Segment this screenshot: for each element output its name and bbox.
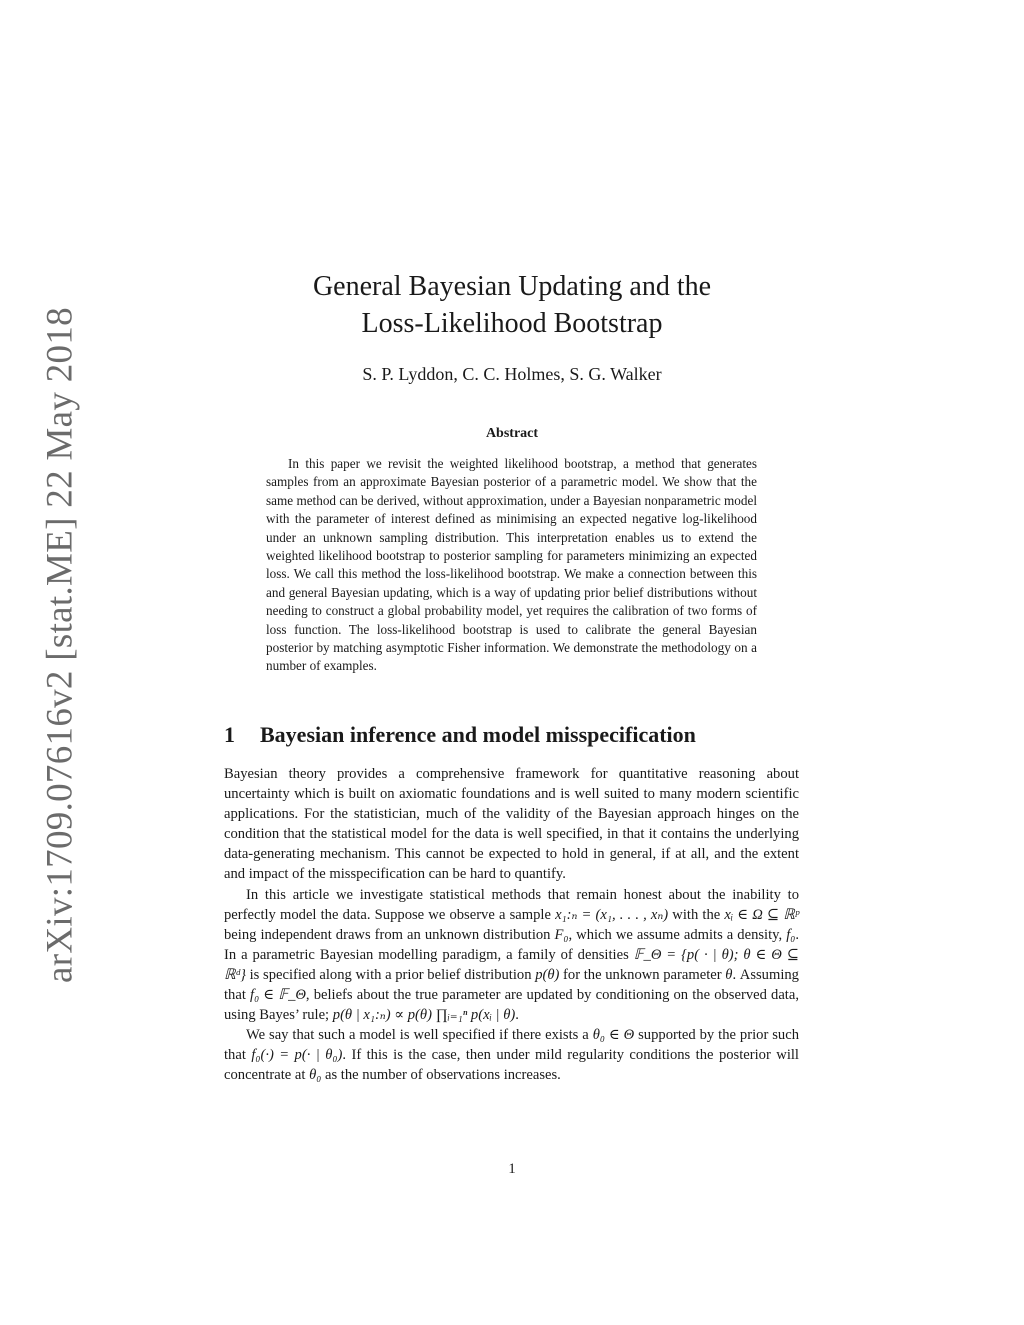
- text-span: . Assuming that: [224, 966, 799, 1004]
- paper-title: [0, 268, 1024, 342]
- paragraph-1: Bayesian theory provides a comprehensive framework for quantitative reasoning about uncertainty which is built on axiomatic foundations and is well suited to many modern scientific applications. For the statistician, much of the validity of the Bayesian approach hinges on the condition that the statistical model for the data is well specified, in that it contains the underlying data-generating mechanism. This cannot be expected to hold in general, if at all, and the extent and impact of the misspecification can be hard to quantify.: [224, 766, 799, 883]
- abstract-text: In this paper we revisit the weighted likelihood bootstrap, a method that generates samples from an approximate Bayesian posterior of a parametric model. We show that the same method can be derived, without approximation, under a Bayesian nonparametric model with the parameter of interest defined as minimising an expected negative log-likelihood under an unknown sampling distribution. This interpretation enables us to extend the weighted likelihood bootstrap to posterior sampling for parameters minimizing an expected loss. We call this method the loss-likelihood bootstrap. We make a connection between this and general Bayesian updating, which is a way of updating prior belief distributions without needing to construct a global probability model, yet requires the calibration of two forms of loss function. The loss-likelihood bootstrap is used to calibrate the general Bayesian posterior by matching asymptotic Fisher information. We demonstrate the methodology on a number of examples.: [266, 456, 757, 674]
- math-sample: x₁:ₙ = (x₁, . . . , xₙ): [555, 906, 669, 923]
- paragraph-3: [224, 1025, 799, 1085]
- text-span: for the unknown parameter: [559, 966, 726, 983]
- math-bayes-rule: p(θ | x₁:ₙ) ∝ p(θ) ∏ᵢ₌₁ⁿ p(xᵢ | θ): [332, 1007, 516, 1024]
- math-draws: xᵢ ∈ Ω ⊆ ℝᵖ: [724, 906, 799, 923]
- text-span: .: [515, 1007, 519, 1024]
- text-span: with the: [668, 906, 725, 923]
- author-list: S. P. Lyddon, C. C. Holmes, S. G. Walker: [362, 364, 662, 384]
- text-span: , beliefs about the true parameter are updated by conditioning on the observed data, using Bayes’ rule;: [224, 987, 799, 1024]
- math-theta: θ: [725, 966, 733, 983]
- section-title: Bayesian inference and model misspecification: [260, 722, 696, 747]
- text-span: In this article we investigate statistical methods that remain honest about the inability to perfectly model the data. Suppose we observe a sample: [224, 886, 799, 923]
- paragraph-2: [224, 885, 799, 1026]
- text-span: We say that such a model is well specified if there exists a: [246, 1027, 593, 1044]
- math-membership: f₀ ∈ 𝔽_Θ: [250, 987, 306, 1004]
- text-span: is specified along with a prior belief distribution: [245, 966, 536, 983]
- section-number: 1: [224, 722, 235, 747]
- text-span: as the number of observations increases.: [321, 1067, 561, 1084]
- math-theta0: θ₀ ∈ Θ: [592, 1027, 635, 1044]
- text-span: . If this is the case, then under mild regularity conditions the posterior will concentrate at: [224, 1047, 799, 1084]
- text-span: , which we assume admits a density,: [568, 926, 787, 943]
- math-density: f₀: [786, 926, 796, 943]
- math-distribution: F₀: [554, 926, 569, 943]
- text-span: . In a parametric Bayesian modelling paradigm, a family of densities: [224, 926, 799, 963]
- arxiv-identifier-stamp: arXiv:1709.07616v2 [stat.ME] 22 May 2018: [39, 307, 81, 983]
- paper-title-line-2: Loss-Likelihood Bootstrap: [361, 308, 663, 339]
- text-span: supported by the prior such that: [224, 1027, 799, 1064]
- paper-title-line-1: General Bayesian Updating and the: [312, 271, 712, 302]
- section-heading: [224, 722, 696, 748]
- abstract-heading: Abstract: [485, 426, 539, 441]
- math-family: 𝔽_Θ = {p( · | θ); θ ∈ Θ ⊆ ℝᵈ}: [224, 946, 799, 983]
- math-prior: p(θ): [535, 966, 560, 983]
- page-number: 1: [508, 1161, 516, 1177]
- text-span: being independent draws from an unknown distribution: [224, 926, 555, 943]
- math-theta0: θ₀: [309, 1067, 322, 1084]
- section-body: [224, 764, 799, 1086]
- math-well-specified: f₀(·) = p(· | θ₀): [251, 1047, 343, 1064]
